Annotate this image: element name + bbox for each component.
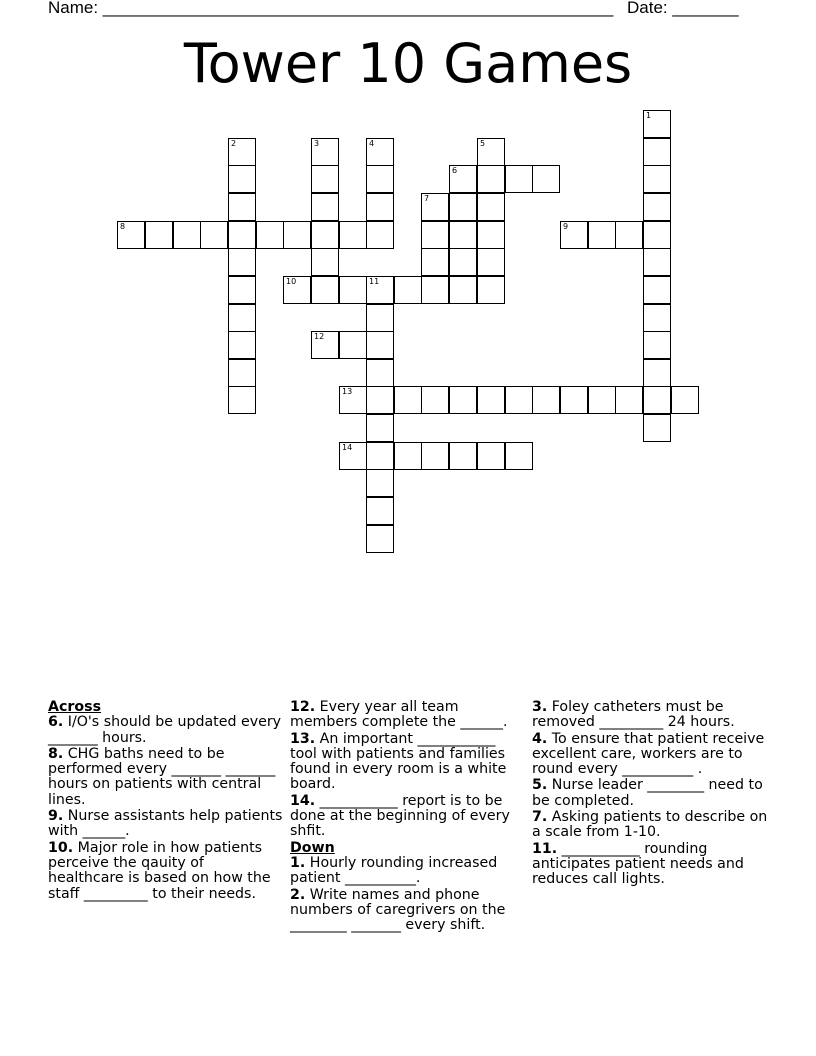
crossword-cell[interactable] bbox=[339, 386, 367, 414]
crossword-cell[interactable] bbox=[366, 414, 394, 442]
crossword-cell[interactable] bbox=[366, 386, 394, 414]
clues-column-3 bbox=[532, 700, 768, 889]
crossword-cell[interactable] bbox=[366, 442, 394, 470]
clue-number: 10 bbox=[286, 277, 297, 286]
crossword-cell[interactable] bbox=[283, 221, 311, 249]
crossword-cell[interactable] bbox=[117, 221, 145, 249]
crossword-cell[interactable] bbox=[421, 276, 449, 304]
clue-number: 4 bbox=[369, 139, 375, 148]
crossword-cell[interactable] bbox=[643, 110, 671, 138]
crossword-cell[interactable] bbox=[643, 331, 671, 359]
crossword-cell[interactable] bbox=[228, 359, 256, 387]
crossword-cell[interactable] bbox=[421, 442, 449, 470]
crossword-cell[interactable] bbox=[643, 165, 671, 193]
crossword-cell[interactable] bbox=[421, 386, 449, 414]
crossword-cell[interactable] bbox=[339, 442, 367, 470]
crossword-cell[interactable] bbox=[532, 386, 560, 414]
clue-down-5: 5. Nurse leader ________ need to be completed. bbox=[532, 777, 763, 809]
clue-number: 2 bbox=[231, 139, 237, 148]
crossword-cell[interactable] bbox=[228, 165, 256, 193]
crossword-cell[interactable] bbox=[311, 193, 339, 221]
crossword-cell[interactable] bbox=[366, 304, 394, 332]
crossword-cell[interactable] bbox=[366, 469, 394, 497]
crossword-cell[interactable] bbox=[560, 221, 588, 249]
crossword-cell[interactable] bbox=[615, 221, 643, 249]
crossword-cell[interactable] bbox=[671, 386, 699, 414]
clue-number: 8 bbox=[120, 222, 126, 231]
crossword-cell[interactable] bbox=[339, 221, 367, 249]
clue-number: 9 bbox=[563, 222, 569, 231]
clue-across-14: 14. ___________ report is to be done at the beginning of every shfit. bbox=[290, 792, 510, 840]
crossword-cell[interactable] bbox=[477, 442, 505, 470]
clue-number: 5 bbox=[480, 139, 486, 148]
clue-across-9: 9. Nurse assistants help patients with ______. bbox=[48, 808, 283, 840]
crossword-cell[interactable] bbox=[505, 386, 533, 414]
crossword-cell[interactable] bbox=[394, 276, 422, 304]
crossword-cell[interactable] bbox=[643, 414, 671, 442]
crossword-cell[interactable] bbox=[394, 442, 422, 470]
clue-across-10: 10. Major role in how patients perceive the qauity of healthcare is based on how the staff _________ to their needs. bbox=[48, 839, 271, 902]
crossword-cell[interactable] bbox=[366, 276, 394, 304]
crossword-cell[interactable] bbox=[449, 276, 477, 304]
clue-number: 6 bbox=[452, 166, 458, 175]
down-heading: Down bbox=[290, 839, 335, 856]
clues-column-1 bbox=[48, 700, 284, 903]
crossword-cell[interactable] bbox=[643, 386, 671, 414]
crossword-cell[interactable] bbox=[228, 276, 256, 304]
clues-column-2 bbox=[290, 700, 526, 934]
crossword-cell[interactable] bbox=[311, 138, 339, 166]
crossword-cell[interactable] bbox=[643, 248, 671, 276]
crossword-cell[interactable] bbox=[560, 386, 588, 414]
crossword-cell[interactable] bbox=[505, 442, 533, 470]
clue-number: 12 bbox=[314, 332, 325, 341]
crossword-cell[interactable] bbox=[228, 193, 256, 221]
crossword-cell[interactable] bbox=[339, 331, 367, 359]
crossword-cell[interactable] bbox=[228, 248, 256, 276]
clue-number: 7 bbox=[424, 194, 430, 203]
page-title: Tower 10 Games bbox=[183, 32, 633, 95]
crossword-cell[interactable] bbox=[477, 138, 505, 166]
crossword-cell[interactable] bbox=[449, 193, 477, 221]
crossword-cell[interactable] bbox=[311, 331, 339, 359]
crossword-cell[interactable] bbox=[228, 386, 256, 414]
crossword-cell[interactable] bbox=[505, 165, 533, 193]
crossword-cell[interactable] bbox=[477, 193, 505, 221]
clue-across-6: 6. I/O's should be updated every _______ hours. bbox=[48, 714, 282, 746]
crossword-cell[interactable] bbox=[228, 221, 256, 249]
clue-number: 1 bbox=[646, 111, 652, 120]
crossword-cell[interactable] bbox=[477, 248, 505, 276]
crossword-cell[interactable] bbox=[366, 331, 394, 359]
crossword-cell[interactable] bbox=[145, 221, 173, 249]
crossword-cell[interactable] bbox=[311, 221, 339, 249]
clue-down-4: 4. To ensure that patient receive excellent care, workers are to round every __________ . bbox=[532, 730, 765, 778]
crossword-cell[interactable] bbox=[283, 276, 311, 304]
crossword-cell[interactable] bbox=[643, 276, 671, 304]
crossword-cell[interactable] bbox=[228, 304, 256, 332]
crossword-cell[interactable] bbox=[366, 138, 394, 166]
crossword-cell[interactable] bbox=[449, 442, 477, 470]
crossword-cell[interactable] bbox=[228, 138, 256, 166]
crossword-cell[interactable] bbox=[643, 359, 671, 387]
clue-down-1: 1. Hourly rounding increased patient __________. bbox=[290, 854, 498, 887]
crossword-cell[interactable] bbox=[643, 138, 671, 166]
crossword-cell[interactable] bbox=[477, 221, 505, 249]
crossword-cell[interactable] bbox=[477, 276, 505, 304]
crossword-cell[interactable] bbox=[311, 276, 339, 304]
crossword-cell[interactable] bbox=[477, 165, 505, 193]
crossword-cell[interactable] bbox=[477, 386, 505, 414]
crossword-cell[interactable] bbox=[173, 221, 201, 249]
clue-down-7: 7. Asking patients to describe on a scale from 1-10. bbox=[532, 809, 768, 841]
crossword-cell[interactable] bbox=[449, 165, 477, 193]
crossword-cell[interactable] bbox=[311, 248, 339, 276]
clue-across-8: 8. CHG baths need to be performed every _______ _______ hours on patients with central lines. bbox=[48, 745, 276, 808]
crossword-cell[interactable] bbox=[311, 165, 339, 193]
crossword-cell[interactable] bbox=[366, 193, 394, 221]
crossword-cell[interactable] bbox=[615, 386, 643, 414]
crossword-cell[interactable] bbox=[588, 386, 616, 414]
crossword-cell[interactable] bbox=[228, 331, 256, 359]
crossword-cell[interactable] bbox=[394, 386, 422, 414]
crossword-cell[interactable] bbox=[449, 221, 477, 249]
date-field-label: Date: _______ bbox=[627, 0, 739, 17]
crossword-cell[interactable] bbox=[366, 359, 394, 387]
name-field-label: Name: ______________________________________________________ bbox=[48, 0, 614, 17]
crossword-cell[interactable] bbox=[449, 386, 477, 414]
clue-down-11: 11. ___________ rounding anticipates patient needs and reduces call lights. bbox=[532, 840, 744, 888]
crossword-cell[interactable] bbox=[643, 304, 671, 332]
crossword-cell[interactable] bbox=[532, 165, 560, 193]
crossword-cell[interactable] bbox=[366, 525, 394, 553]
crossword-cell[interactable] bbox=[449, 248, 477, 276]
clue-number: 11 bbox=[369, 277, 380, 286]
across-heading: Across bbox=[48, 699, 102, 715]
crossword-cell[interactable] bbox=[366, 497, 394, 525]
clue-across-12: 12. Every year all team members complete the ______. bbox=[290, 699, 508, 731]
clue-down-3: 3. Foley catheters must be removed _________ 24 hours. bbox=[532, 699, 735, 731]
crossword-cell[interactable] bbox=[421, 193, 449, 221]
crossword-cell[interactable] bbox=[643, 221, 671, 249]
clue-number: 3 bbox=[314, 139, 320, 148]
clue-down-2: 2. Write names and phone numbers of caregrivers on the ________ _______ every shift. bbox=[290, 886, 506, 934]
clue-across-13: 13. An important ___________ tool with patients and families found in every room is a white board. bbox=[290, 730, 507, 793]
crossword-cell[interactable] bbox=[366, 221, 394, 249]
crossword-cell[interactable] bbox=[366, 165, 394, 193]
crossword-cell[interactable] bbox=[588, 221, 616, 249]
crossword-cell[interactable] bbox=[339, 276, 367, 304]
crossword-cell[interactable] bbox=[421, 221, 449, 249]
clue-number: 14 bbox=[342, 443, 353, 452]
clue-number: 13 bbox=[342, 387, 353, 396]
crossword-cell[interactable] bbox=[643, 193, 671, 221]
crossword-cell[interactable] bbox=[200, 221, 228, 249]
crossword-cell[interactable] bbox=[421, 248, 449, 276]
crossword-cell[interactable] bbox=[256, 221, 284, 249]
